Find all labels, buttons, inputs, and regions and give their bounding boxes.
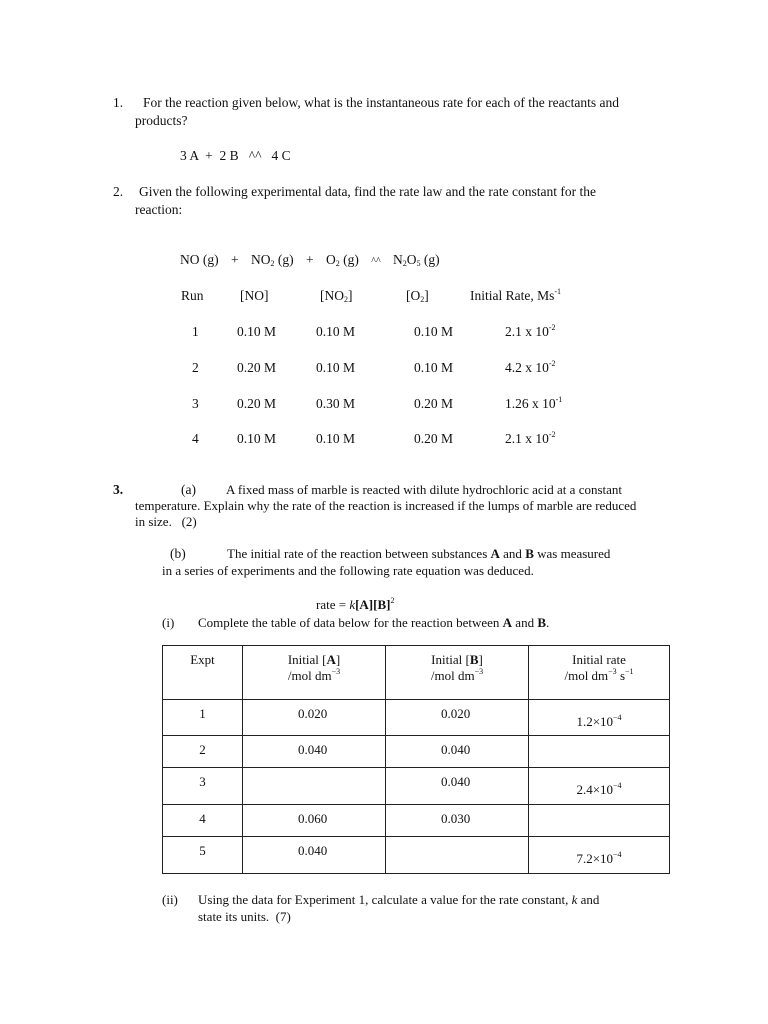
q2-row-run-cell: 3	[192, 396, 199, 411]
reactant-no2: $NO_2$ (g)	[251, 252, 294, 268]
q2-row-no-cell: 0.10 M	[237, 324, 277, 339]
rate-equation: rate = $k[A][B]^2$	[316, 596, 395, 612]
q2-row-rate-cell: 2.1 x $10^{-2}$	[505, 323, 556, 339]
initial-b-cell: 0.040	[386, 736, 529, 768]
part-a-line2: temperature. Explain why the rate of the reaction is increased if the lumps of marble are reduced	[135, 498, 637, 513]
reactant-o2: $O_2$ (g)	[326, 252, 359, 268]
q2-row-no2-cell: 0.10 M	[316, 360, 356, 375]
initial-a-cell: 0.060	[243, 805, 386, 837]
question-2-number: 2.	[113, 184, 124, 199]
q2-row-run-cell: 1	[192, 324, 199, 339]
table-header-row	[163, 646, 670, 700]
initial-rate-cell: $7.2\times 10^{-4}$	[529, 837, 670, 874]
part-a-line3: in size. (2)	[135, 514, 197, 529]
header-run: Run	[181, 288, 204, 303]
part-b-line2: in a series of experiments and the following rate equation was deduced.	[162, 563, 534, 578]
reaction-arrow: ^^	[371, 256, 381, 267]
part-a-line1: A fixed mass of marble is reacted with dilute hydrochloric acid at a constant	[226, 482, 623, 497]
q2-row-o2-cell: 0.20 M	[414, 431, 454, 446]
question-2-text-line2: reaction:	[135, 202, 183, 217]
initial-b-cell: 0.040	[386, 768, 529, 805]
plus-sign: +	[306, 252, 314, 267]
header-no2: $[NO_2]$	[320, 288, 353, 304]
q2-row-run-cell: 4	[192, 431, 199, 446]
header-expt: Expt	[163, 646, 243, 700]
initial-rate-cell: $1.2\times 10^{-4}$	[529, 700, 670, 736]
header-initial-rate: Initial rate /mol $dm^{-3}$ $s^{-1}$	[529, 646, 670, 700]
header-o2: $[O_2]$	[406, 288, 429, 304]
q2-row-rate-cell: 1.26 x $10^{-1}$	[505, 395, 563, 411]
part-ii-line2: state its units. (7)	[198, 909, 291, 924]
part-i-label: (i)	[162, 615, 175, 630]
q2-row-rate-cell: 4.2 x $10^{-2}$	[505, 359, 556, 375]
expt-cell: 5	[163, 837, 243, 874]
expt-cell: 2	[163, 736, 243, 768]
table-row	[163, 837, 670, 874]
initial-rate-cell: $2.4\times 10^{-4}$	[529, 768, 670, 805]
q2-row-no-cell: 0.10 M	[237, 431, 277, 446]
reactant-no: NO (g)	[180, 252, 219, 267]
q2-row-o2-cell: 0.20 M	[414, 396, 454, 411]
plus-sign: +	[231, 252, 239, 267]
expt-cell: 3	[163, 768, 243, 805]
question-3-number: 3.	[113, 482, 124, 497]
question-2-reaction	[180, 252, 440, 268]
q2-row-no2-cell: 0.10 M	[316, 324, 356, 339]
header-initial-rate: Initial Rate, $Ms^{-1}$	[470, 287, 562, 303]
part-ii-line1: Using the data for Experiment 1, calculate a value for the rate constant, k and	[198, 892, 600, 907]
header-initial-b: Initial [B] /mol $dm^{-3}$	[386, 646, 529, 700]
table-row	[163, 736, 670, 768]
question-1-text-line1: For the reaction given below, what is the instantaneous rate for each of the reactants and	[143, 95, 619, 110]
question-2-text-line1: Given the following experimental data, find the rate law and the rate constant for the	[139, 184, 596, 199]
header-no: [NO]	[240, 288, 269, 303]
initial-rate-cell	[529, 805, 670, 837]
q2-row-no2-cell: 0.10 M	[316, 431, 356, 446]
part-ii-label: (ii)	[162, 892, 178, 907]
q2-row-rate-cell: 2.1 x $10^{-2}$	[505, 430, 556, 446]
q2-row-o2-cell: 0.10 M	[414, 360, 454, 375]
part-a-label: (a)	[181, 482, 196, 497]
part-i-text: Complete the table of data below for the reaction between A and B.	[198, 615, 550, 630]
rate-data-table	[162, 645, 670, 874]
table-row	[163, 805, 670, 837]
table-row	[163, 768, 670, 805]
question-1-number: 1.	[113, 95, 124, 110]
question-1-text-line2: products?	[135, 113, 188, 128]
part-b-label: (b)	[170, 546, 186, 561]
initial-b-cell	[386, 837, 529, 874]
q2-row-o2-cell: 0.10 M	[414, 324, 454, 339]
q2-row-no2-cell: 0.30 M	[316, 396, 356, 411]
product-n2o5: $N_2O_5$ (g)	[393, 252, 440, 268]
initial-b-cell: 0.030	[386, 805, 529, 837]
initial-a-cell: 0.040	[243, 736, 386, 768]
part-b-line1: The initial rate of the reaction between substances A and B was measured	[227, 546, 611, 561]
q2-row-no-cell: 0.20 M	[237, 360, 277, 375]
initial-b-cell: 0.020	[386, 700, 529, 736]
expt-cell: 4	[163, 805, 243, 837]
q2-row-no-cell: 0.20 M	[237, 396, 277, 411]
header-initial-a: Initial [A] /mol $dm^{-3}$	[243, 646, 386, 700]
initial-a-cell: 0.040	[243, 837, 386, 874]
question-1-equation: 3 A + 2 B ^^ 4 C	[180, 148, 291, 163]
expt-cell: 1	[163, 700, 243, 736]
initial-a-cell	[243, 768, 386, 805]
q2-row-run-cell: 2	[192, 360, 199, 375]
initial-rate-cell	[529, 736, 670, 768]
table-row	[163, 700, 670, 736]
initial-a-cell: 0.020	[243, 700, 386, 736]
